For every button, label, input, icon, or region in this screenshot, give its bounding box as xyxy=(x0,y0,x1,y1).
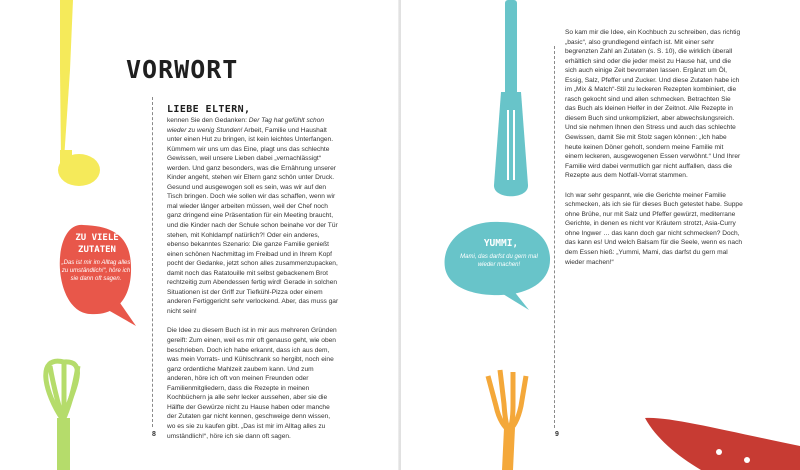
right-paragraph-1: So kam mir die Idee, ein Kochbuch zu schreiben, das richtig „basic“, also grundlegend einfach ist. Mit einer sehr begrenzten Zahl an Zutaten (s. S. 10), die wirklich überall erhältlich sind oder die jeder meist zu Hause hat, und die sich auch einige Zeit bevorraten lassen. Ergänzt um Öl, Essig, Salz, Pfeffer und Zucker. Und diese Zutaten habe ich im „Mix & Match“-Stil zu leckeren Rezepten kombiniert, die rasch gekocht sind und allen schmecken. Betrachten Sie das Buch als kleinen Helfer in der Zeitnot. Alle Rezepte in diesem Buch sind unkompliziert, aber abwechslungsreich. Und sie nehmen Ihnen den Stress und auch das schlechte Gewissen, damit Sie mit Stolz sagen können: „Ich habe heute keinen Döner geholt, sondern meine Familie mit einem leckeren, ausgewogenen Essen verwöhnt.“ Und Ihrer Familie wird dabei vermutlich gar nicht auffallen, dass die Rezepte aus dem Notfall-Vorrat stammen. xyxy=(565,29,741,180)
page-number-right: 9 xyxy=(555,431,559,438)
right-paragraph-2: Ich war sehr gespannt, wie die Gerichte meiner Familie schmecken, als ich sie für dieses Buch getestet habe. Suppe ohne Brühe, nur mit Salz und Pfeffer gewürzt, mediterrane Gerichte, in denen es nicht vor Kräutern strotzt, Asia-Curry ohne Ingwer … das kann doch gar nicht schmecken? Doch, das kann es! Und welch Balsam für die Seele, wenn es nach dem Essen hieß: „Yummi, Mami, das darfst du gern mal wieder machen!“ xyxy=(565,191,743,266)
right-page xyxy=(401,0,800,470)
left-body-text xyxy=(167,116,339,441)
left-page xyxy=(0,0,399,470)
page-number-left: 8 xyxy=(152,431,156,438)
bubble-title: YUMMI, xyxy=(483,238,519,249)
left-paragraph-2: Die Idee zu diesem Buch ist in mir aus mehreren Gründen gereift: Zum einen, weil es mir oft genauso geht, wie oben beschrieben. Doch ich habe erkannt, dass ich aus dem, was mein Vorrats- und Kühlschrank so hergibt, noch eine ganz ordentliche Mahlzeit zaubern kann. Und zum anderen, höre ich oft von meinen Freunden oder Familienmitgliedern, dass die Rezepte in meinen Kochbüchern ja alle sehr lecker aussehen, aber sie die Hälfte der Gewürze nicht zu Hause haben oder manche der Zutaten gar nicht kennen, geschweige denn wissen, wo es sie zu kaufen gibt. „Das ist mir im Alltag alles zu umständlich!“, höre ich sie dann oft sagen. xyxy=(167,327,337,440)
paragraph-rest: Arbeit, Familie und Haushalt unter einen Hut zu bringen, ist kein leichtes Unterfangen. Kümmern wir uns um das Eine, plagt uns das schlechte Gewissen, weil unsere Lieben dabei „vernachlässigt“ werden. Und ganz besonders, was die Ernährung unserer Kinder angeht, stehen wir Eltern ganz schön unter Druck. Gesund und ausgewogen soll es sein, was wir auf den Tisch bringen. Doch wie sollen wir das schaffen, wenn wir mal wieder länger arbeiten müssen, weil der Chef noch ganz dringend eine Präsentation für ein Meeting braucht, und die Kinder nach der Schule schon beinahe vor der Tür stehen, mit Kohldampf natürlich?! Oder ein anderes, ebenso bekanntes Szenario: Die ganze Familie genießt einen schönen Nachmittag im Freibad und in Ihrem Kopf pocht der Gedanke, jetzt schon alles zusammenzupacken, damit noch das Ratatouille mit selbst gebackenem Brot rechtzeitig zum Abendessen fertig wird! Gerade in solchen Situationen ist der Griff zur Tiefkühl-Pizza oder einem anderen Fertiggericht sehr verlockend. Aber, das muss gar nicht sein! xyxy=(167,126,339,315)
right-body-text xyxy=(565,28,743,267)
page-title: VORWORT xyxy=(126,55,239,84)
intro-quote: Der Tag hat gefühlt schon wieder zu wenig Stunden! xyxy=(167,117,325,134)
bubble-title: ZU VIELE ZUTATEN xyxy=(75,233,119,255)
left-paragraph-1 xyxy=(167,116,339,316)
fork-illustration xyxy=(488,370,526,470)
bubble-text: Mami, das darfst du gern mal wieder machen! xyxy=(460,254,538,268)
dashed-divider xyxy=(152,97,153,427)
ladle-illustration xyxy=(58,0,100,186)
salutation: LIEBE ELTERN, xyxy=(167,104,251,115)
whisk-illustration xyxy=(46,361,78,470)
dashed-divider xyxy=(554,46,555,428)
intro-text: kennen Sie den Gedanken: xyxy=(167,117,249,124)
knife-illustration xyxy=(645,418,800,470)
bubble-text: „Das ist mir im Alltag alles zu umständlich!“, höre ich sie dann oft sagen. xyxy=(61,260,131,282)
spatula-illustration xyxy=(494,0,528,196)
